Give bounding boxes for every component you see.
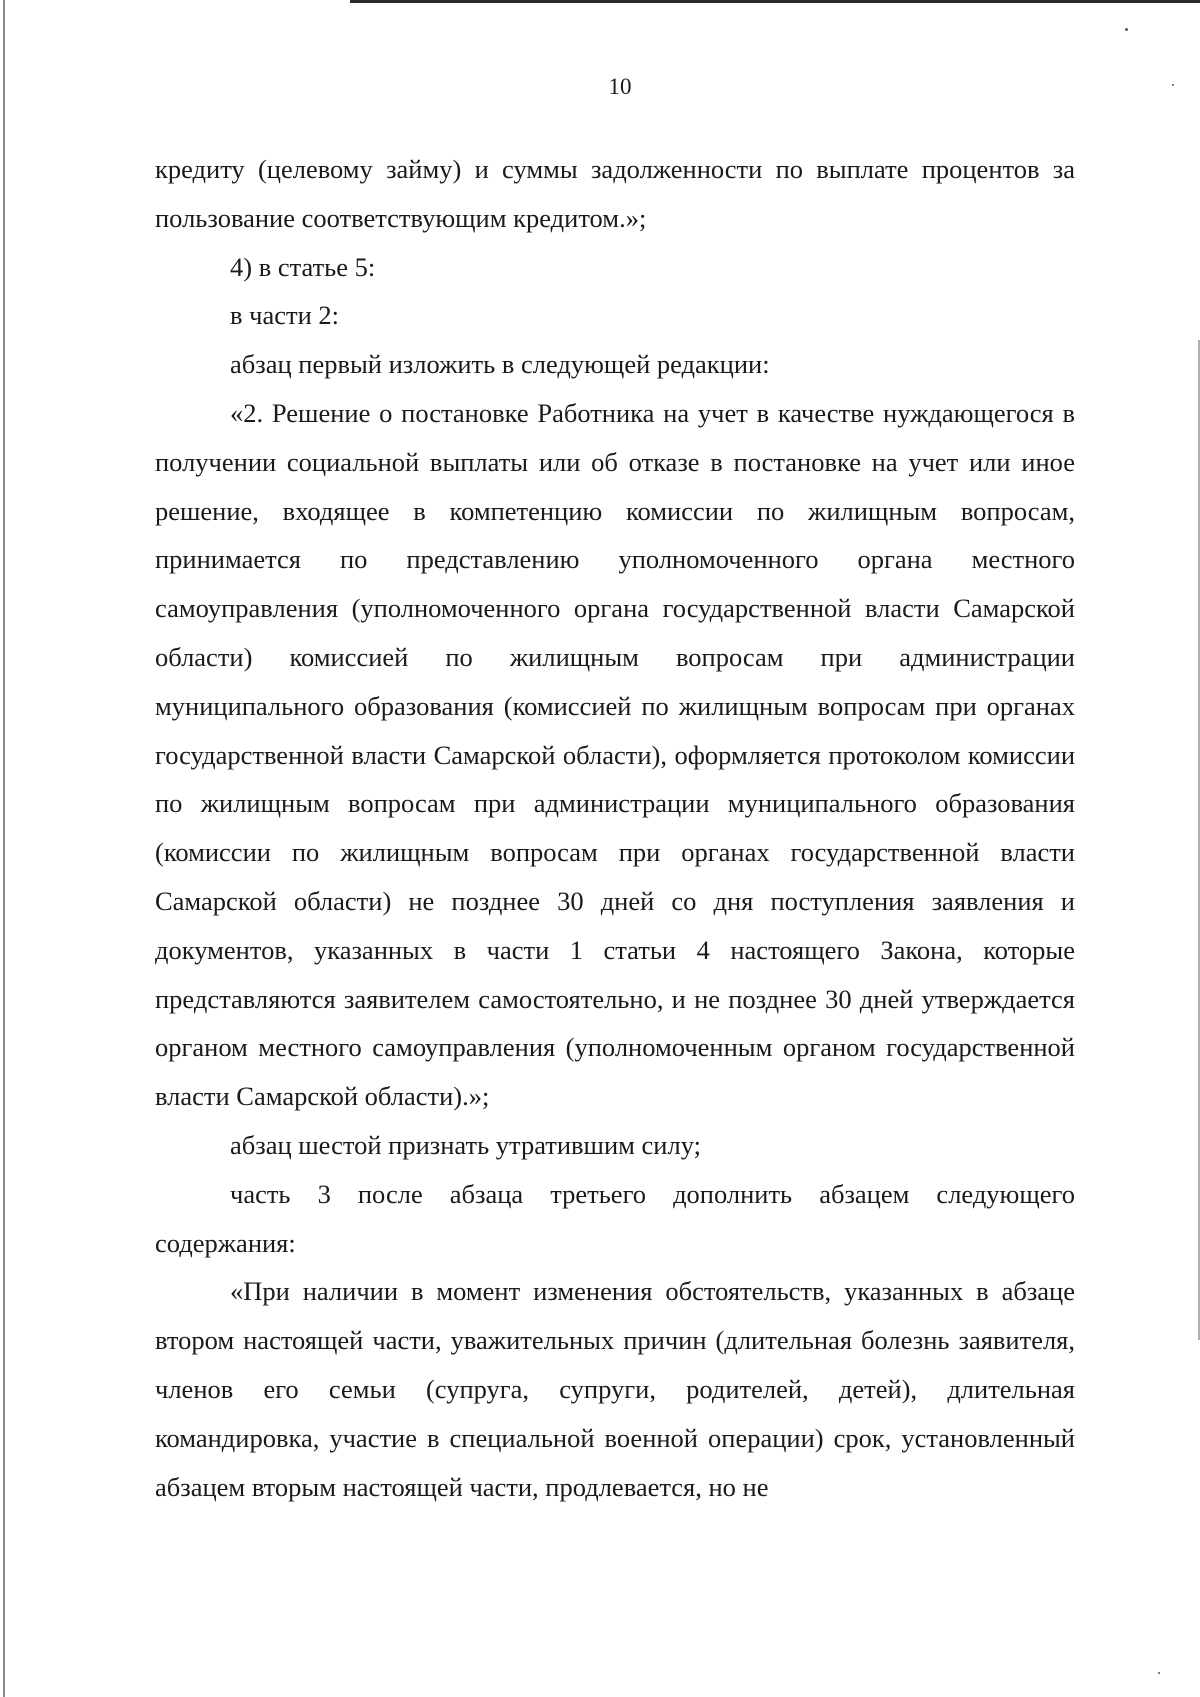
paragraph-continuation: кредиту (целевому займу) и суммы задолженности по выплате процентов за пользование соответствующим кредитом.»; (155, 154, 1075, 233)
page-number: 10 (608, 74, 632, 99)
scan-speck (1125, 28, 1128, 31)
paragraph-part-2: в части 2: (230, 300, 339, 331)
paragraph-part-3: часть 3 после абзаца третьего дополнить абзацем следующего содержания: (155, 1178, 1075, 1258)
scan-speck (1158, 1672, 1160, 1674)
paragraph-article-5: 4) в статье 5: (230, 251, 376, 282)
paragraph-sixth-abzac: абзац шестой признать утратившим силу; (230, 1129, 701, 1160)
paragraph-first-abzac: абзац первый изложить в следующей редакции: (230, 349, 770, 380)
scan-edge-left (3, 0, 5, 1697)
scan-edge-top (350, 0, 1200, 3)
document-body (155, 145, 1075, 1511)
paragraph-valid-reasons: «При наличии в момент изменения обстоятельств, указанных в абзаце втором настоящей части, уважительных причин (длительная болезнь заявителя, членов его семьи (супруга, супруги, родителей, детей), длительная командировка, участие в специальной военной операции) срок, установленный абзацем вторым настоящей части, продлевается, но не (155, 1276, 1075, 1502)
paragraph-decision: «2. Решение о постановке Работника на учет в качестве нуждающегося в получении социальной выплаты или об отказе в постановке на учет или иное решение, входящее в компетенцию комиссии по жилищным вопросам, принимается по представлению уполномоченного органа местного самоуправления (уполномоченного органа государственной власти Самарской области) комиссией по жилищным вопросам при администрации муниципального образования (комиссией по жилищным вопросам при органах государственной власти Самарской области), оформляется протоколом комиссии по жилищным вопросам при администрации муниципального образования (комиссии по жилищным вопросам при органах государственной власти Самарской области) не позднее 30 дней со дня поступления заявления и документов, указанных в части 1 статьи 4 настоящего Закона, которые представляются заявителем самостоятельно, и не позднее 30 дней утверждается органом местного самоуправления (уполномоченным органом государственной власти Самарской области).»; (155, 397, 1075, 1112)
